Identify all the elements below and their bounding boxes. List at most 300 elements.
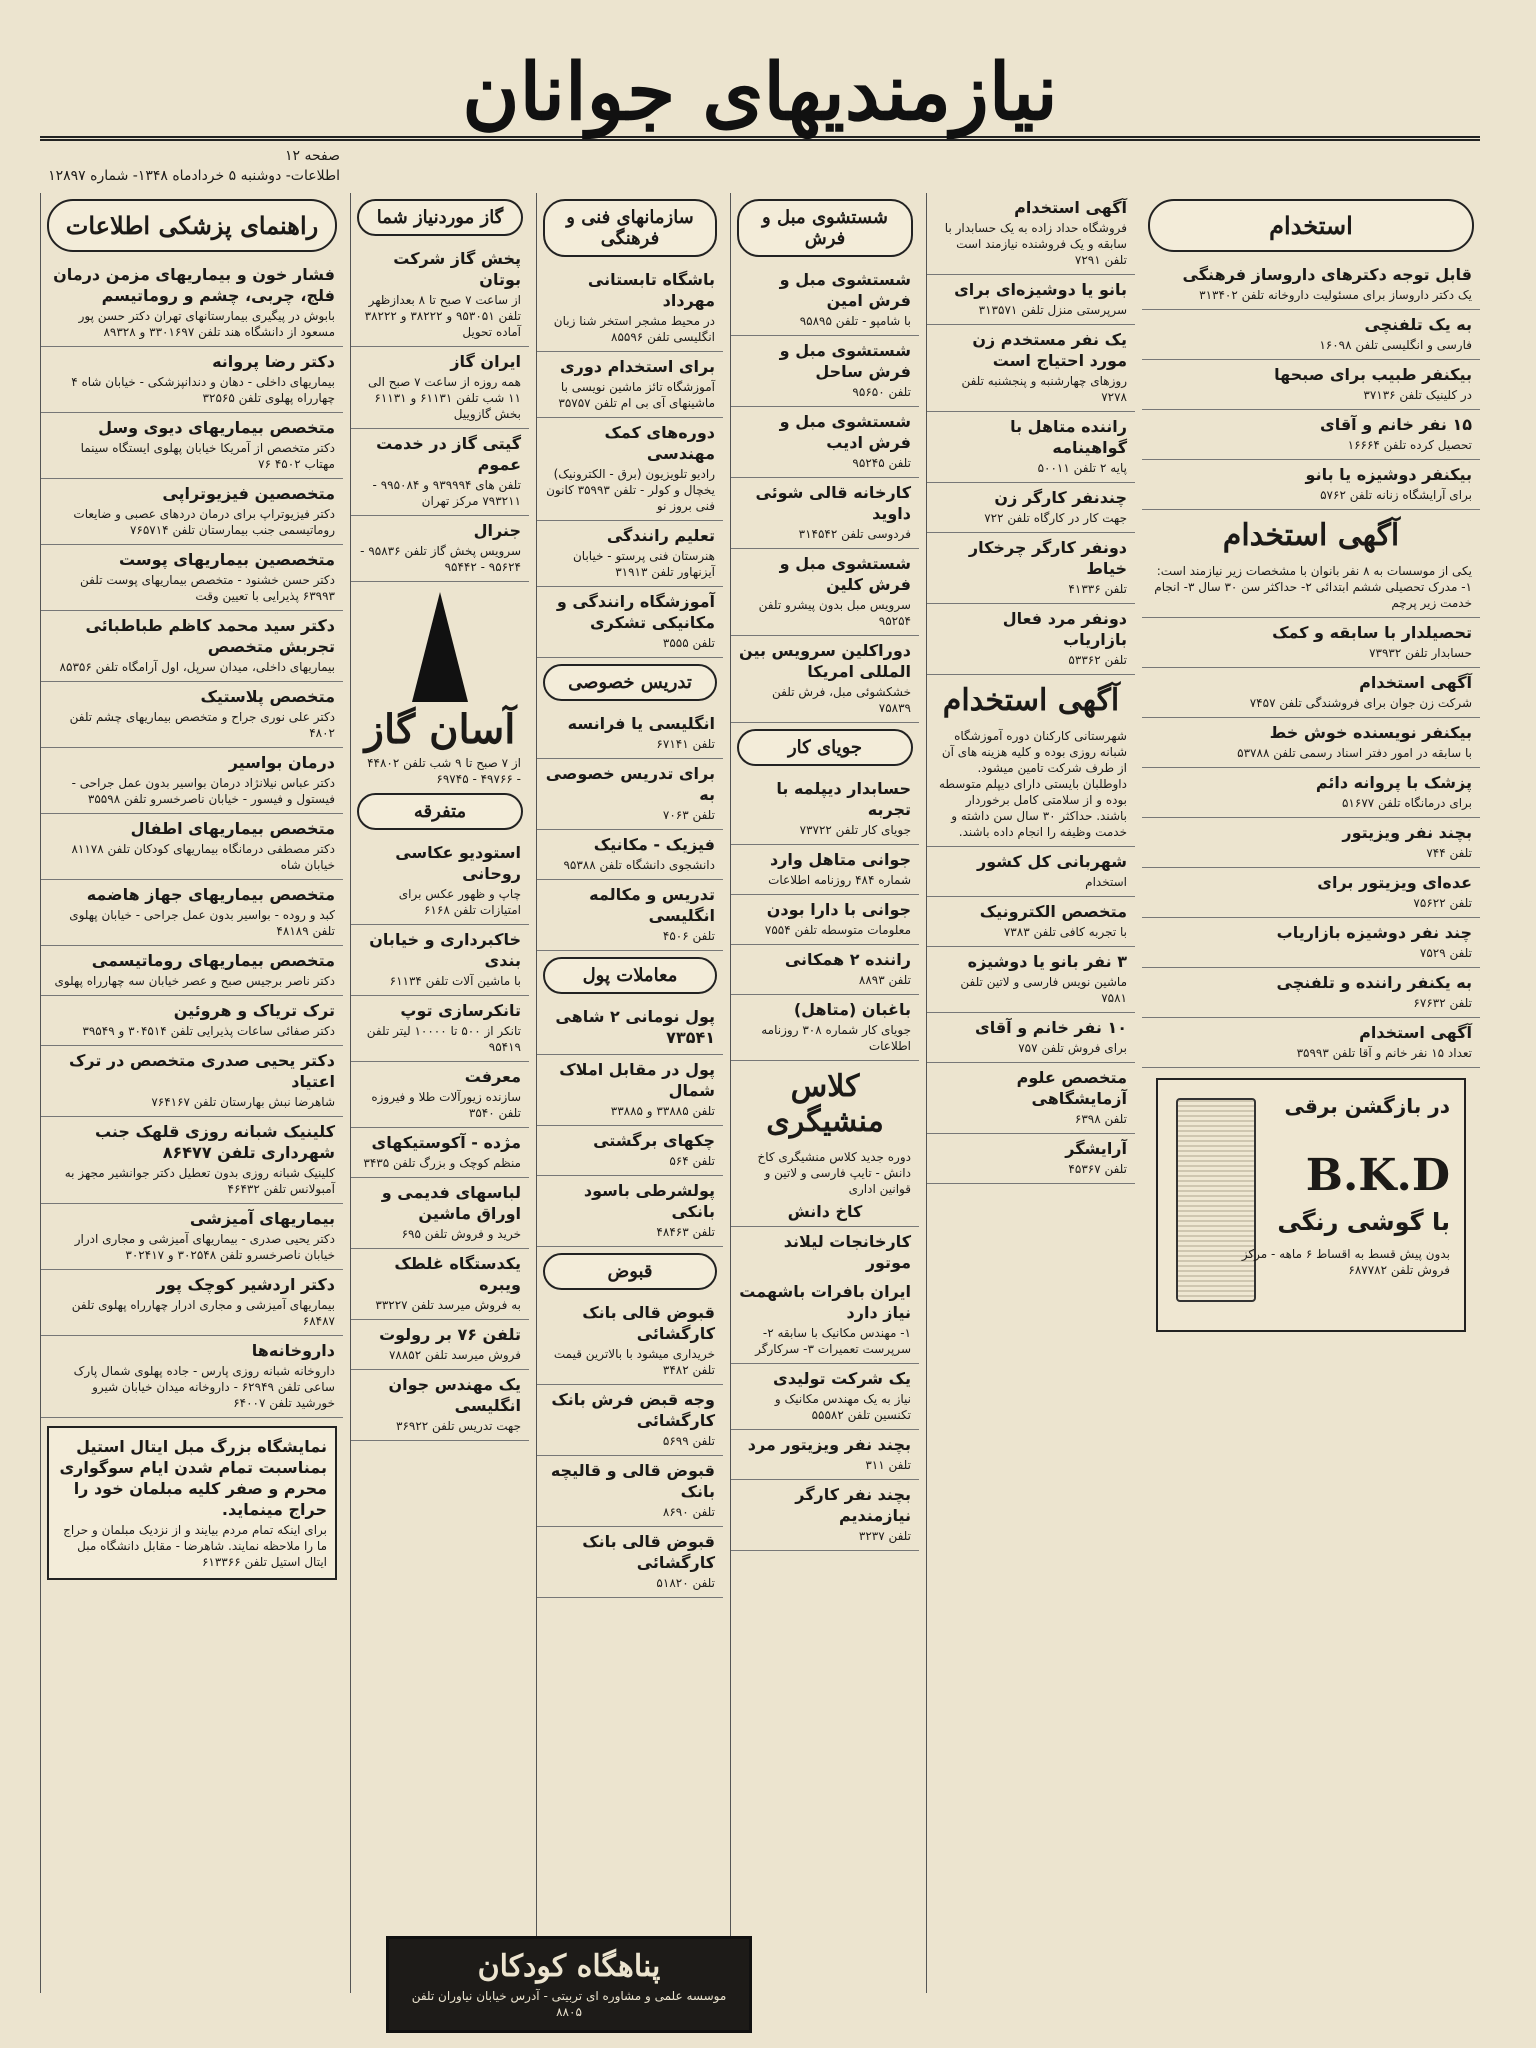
classified-ad <box>927 275 1135 325</box>
ad-title: برای استخدام دوری <box>559 357 715 376</box>
ad-body: فارسی و انگلیسی تلفن ۱۶۰۹۸ <box>1319 338 1472 352</box>
ad-body: تلفن ۵۶۹۹ <box>662 1434 715 1448</box>
classified-ad <box>731 336 919 407</box>
classified-ad <box>41 682 343 748</box>
ad-body: معلومات متوسطه تلفن ۷۵۵۴ <box>764 923 911 937</box>
ad-title: چند نفر دوشیزه بازاریاب <box>1276 923 1472 942</box>
ad-body: ۱- مهندس مکانیک با سابقه ۲- سرپرست تعمیرات ۳- سرکارگر <box>755 1326 911 1356</box>
classified-ad <box>41 880 343 946</box>
ad-body: سازنده زیورآلات طلا و فیروزه تلفن ۳۵۴۰ <box>371 1090 521 1120</box>
ad-body: برای فروش تلفن ۷۵۷ <box>1018 1041 1127 1055</box>
ad-title: راننده متاهل با گواهینامه <box>1010 417 1127 457</box>
ad-body: تلفن ۴۸۴۶۳ <box>656 1225 715 1239</box>
ad-body: با سابقه در امور دفتر اسناد رسمی تلفن ۵۳۷۸۸ <box>1237 746 1472 760</box>
ad-body: شرکت زن جوان برای فروشندگی تلفن ۷۴۵۷ <box>1249 696 1472 710</box>
sale-box <box>47 1426 337 1580</box>
ad-list <box>927 847 1135 1184</box>
ad-title: معرفت <box>464 1067 521 1086</box>
ad-body: تلفن ۵۱۸۲۰ <box>656 1576 715 1590</box>
ad-body: تلفن ۷۴۴ <box>1426 846 1472 860</box>
ad-title: پزشک با پروانه دائم <box>1315 773 1472 792</box>
ad-body: تلفن ۸۸۹۳ <box>858 973 911 987</box>
ad-body: یک دکتر داروساز برای مسئولیت داروخانه تلفن ۳۱۳۴۰۲ <box>1199 288 1472 302</box>
classified-ad <box>731 265 919 336</box>
ad-list <box>731 1277 919 1551</box>
section-header: استخدام <box>1148 199 1474 252</box>
ad-title: متخصص الکترونیک <box>979 902 1127 921</box>
ad-body: تلفن ۶۷۱۴۱ <box>656 737 715 751</box>
classified-ad <box>1142 718 1480 768</box>
section-header: قبوض <box>543 1253 717 1290</box>
ad-body: دکتر حسن خشنود - متخصص بیماریهای پوست تلفن ۶۳۹۹۳ پذیرایی با تعیین وقت <box>80 573 335 603</box>
ad-body: تلفن ۸۶۹۰ <box>662 1505 715 1519</box>
ad-title: ایران بافرات باشهمت نیاز دارد <box>739 1282 911 1322</box>
ad-title: باغبان (متاهل) <box>793 1000 911 1019</box>
ad-title: خاکبرداری و خیابان بندی <box>369 930 521 970</box>
classified-ad <box>537 418 723 521</box>
classified-ad <box>927 533 1135 604</box>
ad-title: انگلیسی یا فرانسه <box>567 714 715 733</box>
classified-ad <box>41 479 343 545</box>
ad-title: به یک تلفنچی <box>1364 315 1472 334</box>
classified-ad <box>41 260 343 347</box>
ad-body: خریداری میشود با بالاترین قیمت تلفن ۳۴۸۲ <box>553 1347 715 1377</box>
ad-body: بیماریهای داخلی، میدان سرپل، اول آرامگاه تلفن ۸۵۳۵۶ <box>59 660 335 674</box>
bkd-brand: B.K.D <box>1305 1150 1450 1201</box>
ad-title: متخصص بیماریهای جهاز هاضمه <box>86 885 335 904</box>
ad-title: پولشرطی باسود بانکی <box>583 1181 715 1221</box>
classified-ad <box>351 1178 529 1249</box>
ad-title: تلفن ۷۶ بر رولوت <box>379 1325 521 1344</box>
classified-ad <box>927 1013 1135 1063</box>
ad-body: تلفن ۶۳۹۸ <box>1074 1112 1127 1126</box>
ad-title: تانکرسازی توپ <box>400 1001 521 1020</box>
ad-title: دونفر کارگر چرخکار خیاط <box>968 538 1127 578</box>
ad-body: بابوش در پیگیری بیمارستانهای تهران دکتر حسن پور مسعود از دانشگاه هند تلفن ۳۳۰۱۶۹۷ و ۸۹۳۲۸ <box>78 309 335 339</box>
ad-body: برای درمانگاه تلفن ۵۱۶۷۷ <box>1341 796 1472 810</box>
sale-body: برای اینکه تمام مردم بیایند و از نزدیک مبلمان و حراج ما را ملاحظه نمایند. شاهرضا - مقابل دانشگاه مبل ایتال استیل تلفن ۶۱۳۳۶۶ <box>63 1523 327 1569</box>
ad-body: جهت کار در کارگاه تلفن ۷۲۲ <box>984 511 1127 525</box>
ad-list <box>537 1298 723 1598</box>
classified-ad <box>351 1062 529 1128</box>
classified-ad <box>927 604 1135 675</box>
ad-body: رادیو تلویزیون (برق - الکترونیک) یخچال و کولر - تلفن ۳۵۹۹۳ کانون فنی بروز نو <box>546 467 715 513</box>
classified-ad <box>351 516 529 582</box>
classified-ad <box>1142 360 1480 410</box>
column-gas <box>350 193 529 1993</box>
ad-title: راننده ۲ همکانی <box>784 950 911 969</box>
classified-ad <box>731 1277 919 1364</box>
ad-body: آموزشگاه تائز ماشین نویسی با ماشینهای آی بی ام تلفن ۳۵۷۵۷ <box>558 380 715 410</box>
ad-title: تحصیلدار با سابقه و کمک <box>1272 623 1472 642</box>
asangaz-logo-word: آسان گاز <box>364 706 516 753</box>
ad-title: متخصص علوم آزمایشگاهی <box>1016 1068 1127 1108</box>
classified-ad <box>731 549 919 636</box>
ad-title: آگهی استخدام <box>1359 673 1472 692</box>
ad-body: داروخانه شبانه روزی پارس - جاده پهلوی شمال پارک ساعی تلفن ۶۲۹۴۹ - داروخانه میدان خیابان شیرو خورشید تلفن ۶۴۰۰۷ <box>73 1364 335 1410</box>
classified-ad <box>537 1527 723 1598</box>
ad-body: دانشجوی دانشگاه تلفن ۹۵۳۸۸ <box>563 858 715 872</box>
classified-ad <box>1142 918 1480 968</box>
ad-body: با ماشین آلات تلفن ۶۱۱۳۴ <box>389 974 521 988</box>
classified-ad <box>351 1128 529 1178</box>
ad-body: تلفن ۵۳۳۶۲ <box>1068 653 1127 667</box>
ad-body: تلفن ۶۷۶۳۲ <box>1413 996 1472 1010</box>
classified-ad <box>351 347 529 429</box>
classified-ad <box>537 587 723 658</box>
classified-ad <box>41 1204 343 1270</box>
ad-body: تلفن ۳۳۸۸۵ و ۳۳۸۸۵ <box>610 1104 715 1118</box>
ad-body: سرپرستی منزل تلفن ۳۱۳۵۷۱ <box>978 303 1127 317</box>
big-ad-body: شهرستانی کارکنان دوره آموزشگاه شبانه روزی بوده و کلیه هزینه های آن از طرف شرکت تامین میشود. داوطلبان بایستی دارای دیپلم متوسطه بوده و از سلامتی کامل برخوردار باشند. حداکثر ۳۰ سال سن داشته و خدمت وظیفه را انجام داده باشند. <box>927 728 1135 847</box>
ad-body: در کلینیک تلفن ۳۷۱۳۶ <box>1363 388 1472 402</box>
ad-title: متخصص بیماریهای دیوی وسل <box>98 418 335 437</box>
classified-ad <box>41 946 343 996</box>
ad-title: شستشوی مبل و فرش ساحل <box>779 341 911 381</box>
ad-body: فروش میرسد تلفن ۷۸۸۵۲ <box>388 1348 521 1362</box>
ad-title: مژده - آکوستیکهای <box>371 1133 521 1152</box>
classified-ad <box>1142 768 1480 818</box>
classified-ad <box>351 996 529 1062</box>
classified-ad <box>1142 410 1480 460</box>
ad-body: روزهای چهارشنبه و پنجشنبه تلفن ۷۲۷۸ <box>961 374 1127 404</box>
section-header: متفرقه <box>357 793 523 830</box>
ad-body: تلفن ۹۵۶۵۰ <box>852 385 911 399</box>
classified-ad <box>731 895 919 945</box>
column-employment-b <box>1142 193 1480 1993</box>
ad-title: بیکنفر طبیب برای صبحها <box>1274 365 1472 384</box>
ad-body: کبد و روده - بواسیر بدون عمل جراحی - خیابان پهلوی تلفن ۴۸۱۸۹ <box>69 908 335 938</box>
classified-ad <box>537 1002 723 1055</box>
ad-body: در محیط مشجر استخر شنا زبان انگلیسی تلفن ۸۵۵۹۶ <box>553 314 715 344</box>
ad-title: متخصص پلاستیک <box>200 687 335 706</box>
ad-title: دکتر سید محمد کاظم طباطبائی تجربش متخصص <box>85 616 335 656</box>
classified-ad <box>351 1249 529 1320</box>
ad-body: دکتر فیزیوتراپ برای درمان دردهای عصبی و ضایعات روماتیسمی جنب بیمارستان تلفن ۷۶۵۷۱۴ <box>73 507 335 537</box>
ad-body: تلفن ۳۱۱ <box>865 1458 911 1472</box>
classified-ad <box>731 636 919 723</box>
ad-body: دکتر مصطفی درمانگاه بیماریهای کودکان تلفن ۸۱۱۷۸ خیابان شاه <box>71 842 335 872</box>
classified-ad <box>351 244 529 347</box>
ad-title: پخش گاز شرکت بوتان <box>393 249 521 289</box>
ad-title: فشار خون و بیماریهای مزمن درمان فلج، چربی، چشم و روماتیسم <box>53 265 335 305</box>
classified-ad <box>1142 460 1480 510</box>
ad-title: قبوض قالی و قالیچه بانک <box>550 1461 715 1501</box>
columns <box>40 193 1480 1993</box>
classified-ad <box>731 995 919 1061</box>
classified-ad <box>731 407 919 478</box>
ad-body: تلفن ۴۵۰۶ <box>662 929 715 943</box>
ad-body: دکتر یحیی صدری - بیماریهای آمیزشی و مجاری ادرار خیابان ناصرخسرو تلفن ۳۰۲۵۴۸ و ۳۰۲۴۱۷ <box>74 1232 335 1262</box>
classified-ad <box>351 1370 529 1441</box>
classified-ad <box>1142 668 1480 718</box>
ad-list <box>537 265 723 658</box>
ad-title: باشگاه تابستانی مهرداد <box>587 270 715 310</box>
classified-ad <box>351 429 529 516</box>
ad-title: یک شرکت تولیدی <box>773 1369 911 1388</box>
big-ad-title: آگهی استخدام <box>1222 518 1400 553</box>
dateline <box>40 146 340 188</box>
page-number: صفحه ۱۲ <box>284 148 340 164</box>
ad-body: فروشگاه حداد زاده به یک حسابدار با سابقه و یک فروشنده نیازمند است تلفن ۷۲۹۱ <box>944 221 1127 267</box>
ad-list <box>1142 260 1480 510</box>
classified-ad <box>537 830 723 880</box>
classified-ad <box>41 1270 343 1336</box>
ad-title: استودیو عکاسی روحانی <box>395 843 521 883</box>
ad-title: کارخانه قالی شوئی داوید <box>755 483 911 523</box>
ad-body: حسابدار تلفن ۷۳۹۳۲ <box>1369 646 1472 660</box>
ad-body: برای آرایشگاه زنانه تلفن ۵۷۶۲ <box>1320 488 1472 502</box>
classified-ad <box>537 1055 723 1126</box>
ad-body: جهت تدریس تلفن ۳۶۹۲۲ <box>396 1419 521 1433</box>
ad-title: جوانی متاهل وارد <box>769 850 911 869</box>
ad-body: دکتر متخصص از آمریکا خیابان پهلوی ایستگاه سینما مهتاب ۴۵۰۲ ۷۶ <box>80 441 335 471</box>
ad-title: متخصص بیماریهای اطفال <box>130 819 335 838</box>
ad-title: برای تدریس خصوصی به <box>545 764 715 804</box>
classified-ad <box>927 1134 1135 1184</box>
section-header: معاملات پول <box>543 957 717 994</box>
ad-body: دکتر علی نوری جراح و متخصص بیماریهای چشم تلفن ۴۸۰۲ <box>69 710 335 740</box>
ad-title: بانو یا دوشیزه‌ای برای <box>954 280 1127 299</box>
ad-title: بچند نفر ویزیتور مرد <box>747 1435 911 1454</box>
ad-body: تلفن های ۹۳۹۹۹۴ و ۹۹۵۰۸۴ - ۷۹۳۲۱۱ مرکز تهران <box>372 478 521 508</box>
classified-ad <box>1142 868 1480 918</box>
ad-title: بیکنفر دوشیزه یا بانو <box>1305 465 1472 484</box>
ad-list <box>351 838 529 1441</box>
ad-title: پول نومانی ۲ شاهی ۷۳۵۴۱ <box>555 1007 715 1047</box>
class-title: کلاس منشیگری <box>766 1069 884 1139</box>
classified-ad <box>731 945 919 995</box>
classified-ad <box>731 774 919 845</box>
classified-ad <box>537 759 723 830</box>
classified-ad <box>731 1480 919 1551</box>
ad-list <box>41 260 343 1418</box>
classified-ad <box>537 352 723 418</box>
ad-body: تلفن ۹۵۲۴۵ <box>852 456 911 470</box>
ad-title: عده‌ای ویزیتور برای <box>1317 873 1472 892</box>
ad-body: تانکر از ۵۰۰ تا ۱۰۰۰۰ لیتر تلفن ۹۵۴۱۹ <box>366 1024 521 1054</box>
ad-list <box>537 709 723 951</box>
classified-ad <box>537 1385 723 1456</box>
column-cleaning <box>730 193 919 1993</box>
ad-body: با تجربه کافی تلفن ۷۳۸۳ <box>1003 925 1127 939</box>
ad-title: شستشوی مبل و فرش امین <box>779 270 911 310</box>
classified-ad <box>537 521 723 587</box>
ad-title: متخصصین فیزیوتراپی <box>162 484 335 503</box>
ad-body: ماشین نویس فارسی و لاتین تلفن ۷۵۸۱ <box>960 975 1127 1005</box>
ad-title: یکدستگاه غلطک ویبره <box>394 1254 521 1294</box>
class-body: دوره جدید کلاس منشیگری کاخ دانش - تایپ فارسی و لاتین و قوانین اداری <box>757 1150 911 1196</box>
ad-body: دکتر عباس نیلانژاد درمان بواسیر بدون عمل جراحی - فیستول و فیسور - خیابان ناصرخسرو تلفن ۳۵۵۹۸ <box>71 776 335 806</box>
ad-body: تلفن ۵۶۴ <box>669 1154 715 1168</box>
classified-ad <box>41 1117 343 1204</box>
classified-ad <box>537 265 723 352</box>
ad-body: فردوسی تلفن ۳۱۴۵۴۲ <box>798 527 911 541</box>
classified-ad <box>537 880 723 951</box>
bkd-ad <box>1156 1078 1466 1332</box>
big-ad-body: یکی از موسسات به ۸ نفر بانوان با مشخصات زیر نیازمند است: ۱- مدرک تحصیلی ششم ابتدائی ۲- حداکثر سن ۳۰ سال ۳- انجام خدمت زیر پرچم <box>1142 563 1480 618</box>
bkd-line1: در بازگشن برقی <box>1284 1094 1450 1118</box>
classified-ad <box>41 1046 343 1117</box>
bkd-line2: با گوشی رنگی <box>1277 1208 1450 1236</box>
ad-title: دکتر رضا پروانه <box>212 352 335 371</box>
ad-title: تعلیم رانندگی <box>606 526 715 545</box>
classified-ad <box>537 1298 723 1385</box>
ad-list <box>351 244 529 582</box>
ad-title: به یکنفر راننده و تلفنچی <box>1276 973 1472 992</box>
ad-title: چکهای برگشتی <box>593 1131 715 1150</box>
ad-title: حسابدار دیپلمه با تجربه <box>776 779 911 819</box>
classified-ad <box>41 814 343 880</box>
ad-body: دکتر ناصر برجیس صبح و عصر خیابان سه چهارراه پهلوی <box>54 974 335 988</box>
classified-ad <box>1142 1018 1480 1068</box>
ad-title: داروخانه‌ها <box>251 1341 335 1360</box>
ad-title: ۳ نفر بانو یا دوشیزه <box>967 952 1127 971</box>
classified-ad <box>1142 310 1480 360</box>
ad-title: دونفر مرد فعال بازاریاب <box>1002 609 1127 649</box>
ad-body: پایه ۲ تلفن ۵۰۰۱۱ <box>1037 461 1127 475</box>
classified-ad <box>351 838 529 925</box>
ad-body: جویای کار شماره ۳۰۸ روزنامه اطلاعات <box>761 1023 911 1053</box>
classified-ad <box>927 412 1135 483</box>
classified-ad <box>731 845 919 895</box>
ad-body: بیماریهای داخلی - دهان و دندانپزشکی - خیابان شاه ۴ چهارراه پهلوی تلفن ۳۲۵۶۵ <box>71 375 335 405</box>
big-ad-title: آگهی استخدام <box>942 683 1120 718</box>
ad-body: هنرستان فنی پرستو - خیابان آیزنهاور تلفن ۳۱۹۱۳ <box>572 549 715 579</box>
ad-title: متخصصین بیماریهای پوست <box>118 550 335 569</box>
ad-body: تلفن ۷۵۶۲۲ <box>1413 896 1472 910</box>
ad-title: بچند نفر ویزیتور <box>1342 823 1472 842</box>
ad-title: درمان بواسیر <box>228 753 335 772</box>
ad-title: دکتر یحیی صدری متخصص در ترک اعتیاد <box>68 1051 335 1091</box>
ad-title: دوراکلین سرویس بین المللی امریکا <box>739 641 911 681</box>
ad-title: جنرال <box>473 521 521 540</box>
ad-title: کلینیک شبانه روزی قلهک جنب شهرداری تلفن ۸۶۴۷۷ <box>94 1122 335 1162</box>
section-header: تدریس خصوصی <box>543 664 717 701</box>
ad-list <box>731 265 919 723</box>
ad-body: دکتر صفائی ساعات پذیرایی تلفن ۳۰۴۵۱۴ و ۳۹۵۴۹ <box>82 1024 335 1038</box>
kids-shelter-ad <box>386 1936 752 2033</box>
section-header: شستشوی مبل و فرش <box>737 199 913 257</box>
classified-ad <box>41 1336 343 1418</box>
ad-title: شهربانی کل کشور <box>976 852 1127 871</box>
classified-ad <box>41 545 343 611</box>
ad-body: کلینیک شبانه روزی بدون تعطیل دکتر جوانشیر مجهز به آمبولانس تلفن ۴۶۴۳۲ <box>64 1166 335 1196</box>
classified-ad <box>41 347 343 413</box>
classified-ad <box>927 947 1135 1013</box>
ad-body: جویای کار تلفن ۷۳۷۲۲ <box>799 823 911 837</box>
classified-ad <box>537 709 723 759</box>
ad-title: آگهی استخدام <box>1359 1023 1472 1042</box>
section-header: راهنمای پزشکی اطلاعات <box>47 199 337 252</box>
classified-ad <box>351 1320 529 1370</box>
ad-body: چاپ و ظهور عکس برای امتیازات تلفن ۶۱۶۸ <box>398 887 521 917</box>
ad-body: سرویس پخش گاز تلفن ۹۵۸۳۶ - ۹۵۶۲۴ - ۹۵۴۴۲ <box>360 544 521 574</box>
ad-title: جوانی با دارا بودن <box>766 900 911 919</box>
ad-body: همه روزه از ساعت ۷ صبح الی ۱۱ شب تلفن ۶۱۱۳۱ و ۶۱۱۳۱ بخش گازوییل <box>367 375 521 421</box>
ad-title: دکتر اردشیر کوچک پور <box>156 1275 335 1294</box>
column-employment-a <box>926 193 1135 1993</box>
classified-ad <box>351 925 529 996</box>
ad-list <box>537 1002 723 1247</box>
ad-title: آموزشگاه رانندگی و مکانیکی تشکری <box>556 592 715 632</box>
ad-title: بیماریهای آمیزشی <box>189 1209 335 1228</box>
ad-title: متخصص بیماریهای روماتیسمی <box>91 951 335 970</box>
classified-ad <box>1142 818 1480 868</box>
ad-body: سرویس مبل بدون پیشرو تلفن ۹۵۲۵۴ <box>758 598 911 628</box>
ad-body: تلفن ۳۵۵۵ <box>662 636 715 650</box>
classified-ad <box>1142 260 1480 310</box>
ad-body: خشکشوئی مبل، فرش تلفن ۷۵۸۳۹ <box>772 685 911 715</box>
classified-ad <box>927 1063 1135 1134</box>
ad-body: تلفن ۳۲۳۷ <box>858 1529 911 1543</box>
classified-ad <box>537 1456 723 1527</box>
kids-body: موسسه علمی و مشاوره ای تربیتی - آدرس خیابان نیاوران تلفن ۸۸۰۵ <box>411 1989 727 2019</box>
ad-body: استخدام <box>1085 875 1127 889</box>
classified-ad <box>731 478 919 549</box>
section-header: سازمانهای فنی و فرهنگی <box>543 199 717 257</box>
ad-title: آرایشگر <box>1065 1139 1127 1158</box>
kids-title: پناهگاه کودکان <box>477 1949 661 1984</box>
classified-ad <box>1142 968 1480 1018</box>
ad-title: ایران گاز <box>450 352 521 371</box>
ad-title: شستشوی مبل و فرش ادیب <box>779 412 911 452</box>
ad-list <box>927 193 1135 675</box>
ad-body: تلفن ۴۱۳۳۶ <box>1068 582 1127 596</box>
ad-body: شماره ۴۸۴ روزنامه اطلاعات <box>768 873 911 887</box>
ad-title: وجه قبض فرش بانک کارگشائی <box>551 1390 715 1430</box>
ad-title: گیتی گاز در خدمت عموم <box>376 434 521 474</box>
ad-title: دوره‌های کمک مهندسی <box>604 423 715 463</box>
ad-title: ترک تریاک و هروئین <box>173 1001 335 1020</box>
ad-body: بیماریهای آمیزشی و مجاری ادرار چهارراه پهلوی تلفن ۶۸۴۸۷ <box>71 1298 335 1328</box>
sale-title: نمایشگاه بزرگ مبل ایتال استیل بمناسبت تمام شدن ایام سوگواری محرم و صفر کلیه مبلمان خود را حراج مینماید. <box>59 1437 327 1519</box>
ad-body: تلفن ۴۵۳۶۷ <box>1068 1162 1127 1176</box>
ad-body: نیاز به یک مهندس مکانیک و تکنسین تلفن ۵۵۵۸۲ <box>774 1392 911 1422</box>
ad-title: آگهی استخدام <box>1014 198 1127 217</box>
ad-body: با شامپو - تلفن ۹۵۸۹۵ <box>799 314 911 328</box>
asangaz-body: از ۷ صبح تا ۹ شب تلفن ۴۴۸۰۲ - ۴۹۷۶۶ - ۶۹۷۴۵ <box>367 756 521 786</box>
masthead: نیازمندیهای جوانان <box>40 48 1480 141</box>
class-sub: کاخ دانش <box>787 1202 863 1221</box>
ad-body: تحصیل کرده تلفن ۱۶۶۶۴ <box>1347 438 1472 452</box>
ad-title: فیزیک - مکانیک <box>593 835 715 854</box>
section-header: گاز موردنیاز شما <box>357 199 523 236</box>
ad-list <box>1142 618 1480 1068</box>
classified-ad <box>41 996 343 1046</box>
ad-title: ۱۵ نفر خانم و آقای <box>1320 415 1472 434</box>
ad-body: تعداد ۱۵ نفر خانم و آقا تلفن ۳۵۹۹۳ <box>1296 1046 1472 1060</box>
ad-title: قابل توجه دکترهای داروساز فرهنگی <box>1182 265 1472 284</box>
classified-ad <box>41 413 343 479</box>
ad-body: تلفن ۷۵۲۹ <box>1419 946 1472 960</box>
ad-title: بیکنفر نویسنده خوش خط <box>1269 723 1472 742</box>
classified-ad <box>927 325 1135 412</box>
column-medical <box>40 193 343 1993</box>
column-cultural <box>536 193 723 1993</box>
ad-title: لباسهای فدیمی و اوراق ماشین <box>381 1183 521 1223</box>
classified-ad <box>927 847 1135 897</box>
classified-ad <box>1142 618 1480 668</box>
classified-ad <box>927 193 1135 275</box>
section-header: جویای کار <box>737 729 913 766</box>
ad-title: یک نفر مستخدم زن مورد احتیاج است <box>972 330 1127 370</box>
ad-title: چندنفر کارگر زن <box>994 488 1127 507</box>
ad-title: بچند نفر کارگر نیازمندیم <box>795 1485 911 1525</box>
ad-body: خرید و فروش تلفن ۶۹۵ <box>401 1227 521 1241</box>
ad-title: قبوض قالی بانک کارگشائی <box>582 1532 715 1572</box>
ad-body: از ساعت ۷ صبح تا ۸ بعدازظهر تلفن ۹۵۳۰۵۱ و ۳۸۲۲۲ و ۳۸۲۲۲ آماده تحویل <box>364 293 521 339</box>
